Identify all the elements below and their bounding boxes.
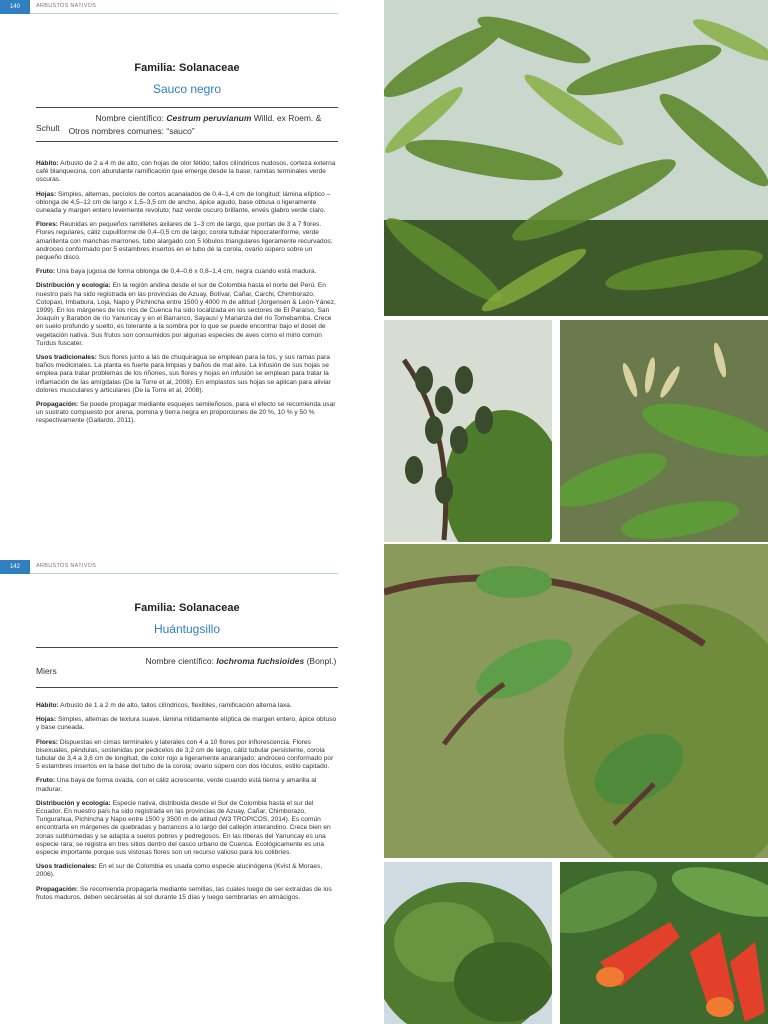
scientific-name-label: Nombre científico: bbox=[145, 656, 214, 666]
description-body bbox=[36, 702, 338, 908]
familia-heading: Familia: Solanaceae bbox=[134, 62, 240, 74]
info-rule bbox=[36, 687, 338, 688]
paragraph-term: Fruto: bbox=[36, 268, 56, 276]
paragraph-text: Arbusto de 2 a 4 m de alto, con hojas de olor fétido; tallos cilíndricos nudosos, corteza externa café blanquecina, con abundante ramificación que emerge desde la base; ramitas terminales verde oscuras. bbox=[36, 160, 336, 184]
paragraph-text: Se puede propagar mediante esquejes semileñosos, para el efecto se recomienda usar un sustrato compuesto por arena, pomina y tierra negra en proporciones de 20 %, 10 % y 50 % respectivamente (Gallardo, 2011). bbox=[36, 401, 336, 425]
photo-sauco-fruits bbox=[384, 320, 552, 542]
paragraph-term: Usos tradicionales: bbox=[36, 354, 97, 362]
scientific-name: Iochroma fuchsioides bbox=[216, 656, 305, 666]
paragraph-term: Hojas: bbox=[36, 190, 57, 198]
description-body bbox=[36, 160, 338, 432]
page-number: 142 bbox=[0, 560, 30, 574]
paragraph-text: En el sur de Colombia es usada como especie alucinógena (Kvist & Moraes, 2006). bbox=[36, 863, 323, 879]
paragraph-text: Simples, alternas, pecíolos de cortos acanalados de 0,4–1,4 cm de longitud; lámina elíptico – oblonga de 4,5–12 cm de largo x 1,5–3,5 cm de ancho, ápice agudo, base obtusa o ligeramente cuneada y margen entero levemente revoluto; haz verde oscuro brillante, envés glabro verde claro. bbox=[36, 190, 331, 215]
description-paragraph bbox=[36, 702, 338, 710]
photo-huantugsillo-shrub bbox=[384, 862, 552, 1024]
common-name: Sauco negro bbox=[152, 82, 222, 96]
description-paragraph bbox=[36, 800, 338, 857]
paragraph-text: Una baya jugosa de forma oblonga de 0,4–0,6 x 0,8–1,4 cm, negra cuando está madura. bbox=[55, 268, 317, 276]
other-names-value: “sauco” bbox=[166, 126, 195, 136]
photo-sauco-flowers bbox=[560, 320, 768, 542]
title-rule bbox=[36, 647, 338, 648]
description-paragraph bbox=[36, 886, 338, 902]
page-header bbox=[0, 560, 384, 574]
paragraph-term: Distribución y ecología: bbox=[36, 282, 111, 290]
paragraph-term: Hábito: bbox=[36, 702, 59, 709]
paragraph-term: Usos tradicionales: bbox=[36, 863, 97, 871]
paragraph-text: En la región andina desde el sur de Colombia hasta el norte del Perú. En nuestro país ha sido registrada en las provincias de Azuay, Bolívar, Cañar, Carchi, Chimborazo, Cotopaxi, Imbabura, Loja, Napo y Pichincha entre 1500 y 4000 m de altitud (Jorgensen & León-Yánez, 1999). En los márgenes de los ríos de Cuenca ha sido localizada en los sectores de El Paraíso, San Joaquín y Barabón de río Yanuncay y en el Barranco, Sayausí y Marianza del río Tomebamba. Crece en suelo profundo y suelto, es tolerante a la sombra por lo que se puede encontrar bajo el dosel de vegetación nativa. Sus frutos son consumidos por algunas especies de aves como el mirlo común Turdus fuscater. bbox=[36, 282, 336, 347]
scientific-name: Cestrum peruvianum bbox=[166, 113, 252, 123]
other-names-row bbox=[36, 126, 338, 136]
section-title: ARBUSTOS NATIVOS bbox=[36, 3, 97, 9]
paragraph-text: Simples, alternas de textura suave, lámina nítidamente elíptica de margen entero, ápice obtuso y base cuneada. bbox=[36, 716, 337, 732]
paragraph-text: Una baya de forma ovada, con el cáliz acrescente, verde cuando está tierna y amarilla al madurar. bbox=[36, 777, 317, 793]
paragraph-text: Dispuestas en cimas terminales y laterales con 4 a 10 flores por inflorescencia. Flores bisexuales, péndulas, sostenidas por pedicelos de 3,2 cm de largo, cáliz tubular persistente, corola tubular de 3,4 a 3,6 cm de longitud, de color rojo a ligeramente anaranjado; androceo conformado por 5 estambres insertos en la base del tubo de la corola; ovario súpero con dos lóculos, estilo capitado. bbox=[36, 738, 334, 771]
paragraph-text: Reunidas en pequeños ramilletes axilares de 1–3 cm de largo, que portan de 3 a 7 flores. Flores regulares, cáliz cupuliforme de 0,4–0,5 cm de largo; corola tubular hipocrateriforme, verde amarillenta con manchas marrones, tubo alargado con 5 lóbulos triangulares ligeramente recurvados; androceo conformado por 5 estambres insertos en el tubo de la corola, ovario súpero sobre un pequeño disco. bbox=[36, 221, 333, 262]
description-paragraph bbox=[36, 282, 338, 348]
page-header bbox=[0, 0, 384, 14]
description-paragraph bbox=[36, 401, 338, 426]
paragraph-term: Flores: bbox=[36, 221, 58, 229]
page-huantugsillo bbox=[0, 560, 384, 1024]
scientific-name-row bbox=[36, 656, 338, 676]
page-number: 140 bbox=[0, 0, 30, 14]
description-paragraph bbox=[36, 863, 338, 879]
paragraph-text: Se recomienda propagarla mediante semillas, las cuales luego de ser extraídas de los frutos maduros, deben secárselas al sol durante 15 días y luego sembrarlas en almácigos. bbox=[36, 885, 332, 901]
scientific-author: Willd. ex Roem. & Schult bbox=[36, 113, 322, 133]
description-paragraph bbox=[36, 777, 338, 793]
description-paragraph bbox=[36, 160, 338, 185]
common-name: Huántugsillo bbox=[153, 622, 221, 636]
description-paragraph bbox=[36, 268, 338, 276]
description-paragraph bbox=[36, 354, 338, 395]
page-sauco-negro bbox=[0, 0, 384, 540]
paragraph-text: Sus flores junto a las de chuquiragua se emplean para la tos, y sus ramas para baños medicinales. La planta es fuerte para limpias y baños de mal aire. La infusión de sus hojas se emplea para tratar problemas de los riñones, sus flores y hojas en infusión se emplean para tratar la inflamación de las amígdalas (De la Torre et al, 2008). En emplastos sus hojas se aplican para aliviar dolores musculares y articulares (De la Torre et al, 2008). bbox=[36, 354, 331, 394]
section-title: ARBUSTOS NATIVOS bbox=[36, 563, 97, 569]
description-paragraph bbox=[36, 716, 338, 732]
familia-heading: Familia: Solanaceae bbox=[134, 602, 240, 614]
paragraph-text: Especie nativa, distribuida desde el Sur de Colombia hasta el sur del Ecuador. En nuestro país ha sido registrada en las provincias de Azuay, Cañar, Chimborazo, Tungurahua, Pichincha y Napo entre 1500 y 3500 m de altitud (W3 TROPICOS, 2014). Es común encontrarla en márgenes de quebradas y barrancos a lo largo del callejón interandino. Crece bien en zonas subhúmedas y se adapta a suelos pobres y pedregosos. En las riberas del Yanuncay es una especie rara; se registra en tres sitios dentro del casco urbano de Cuenca. Ecológicamente es una especie importante porque sus vistosas flores son un recurso valioso para los colibríes. bbox=[36, 799, 331, 857]
paragraph-term: Distribución y ecología: bbox=[36, 799, 111, 807]
description-paragraph bbox=[36, 191, 338, 216]
description-paragraph bbox=[36, 221, 338, 262]
photo-huantugsillo-flowers bbox=[560, 862, 768, 1024]
description-paragraph bbox=[36, 739, 338, 772]
paragraph-term: Hojas: bbox=[36, 716, 57, 724]
header-rule bbox=[30, 573, 338, 574]
scientific-name-label: Nombre científico: bbox=[95, 113, 164, 123]
other-names-label: Otros nombres comunes: bbox=[68, 126, 164, 136]
paragraph-term: Propagación: bbox=[36, 885, 79, 893]
info-rule bbox=[36, 141, 338, 142]
photo-sauco-shrub bbox=[384, 0, 768, 316]
paragraph-text: Arbusto de 1 a 2 m de alto, tallos cilíndricos, flexibles, ramificación alterna laxa. bbox=[58, 702, 292, 709]
paragraph-term: Propagación: bbox=[36, 401, 79, 409]
header-rule bbox=[30, 13, 338, 14]
paragraph-term: Hábito: bbox=[36, 160, 59, 167]
scientific-author: (Bonpl.) Miers bbox=[36, 656, 337, 676]
paragraph-term: Flores: bbox=[36, 738, 58, 746]
paragraph-term: Fruto: bbox=[36, 777, 56, 785]
photo-huantugsillo-fruits bbox=[384, 544, 768, 858]
title-rule bbox=[36, 107, 338, 108]
